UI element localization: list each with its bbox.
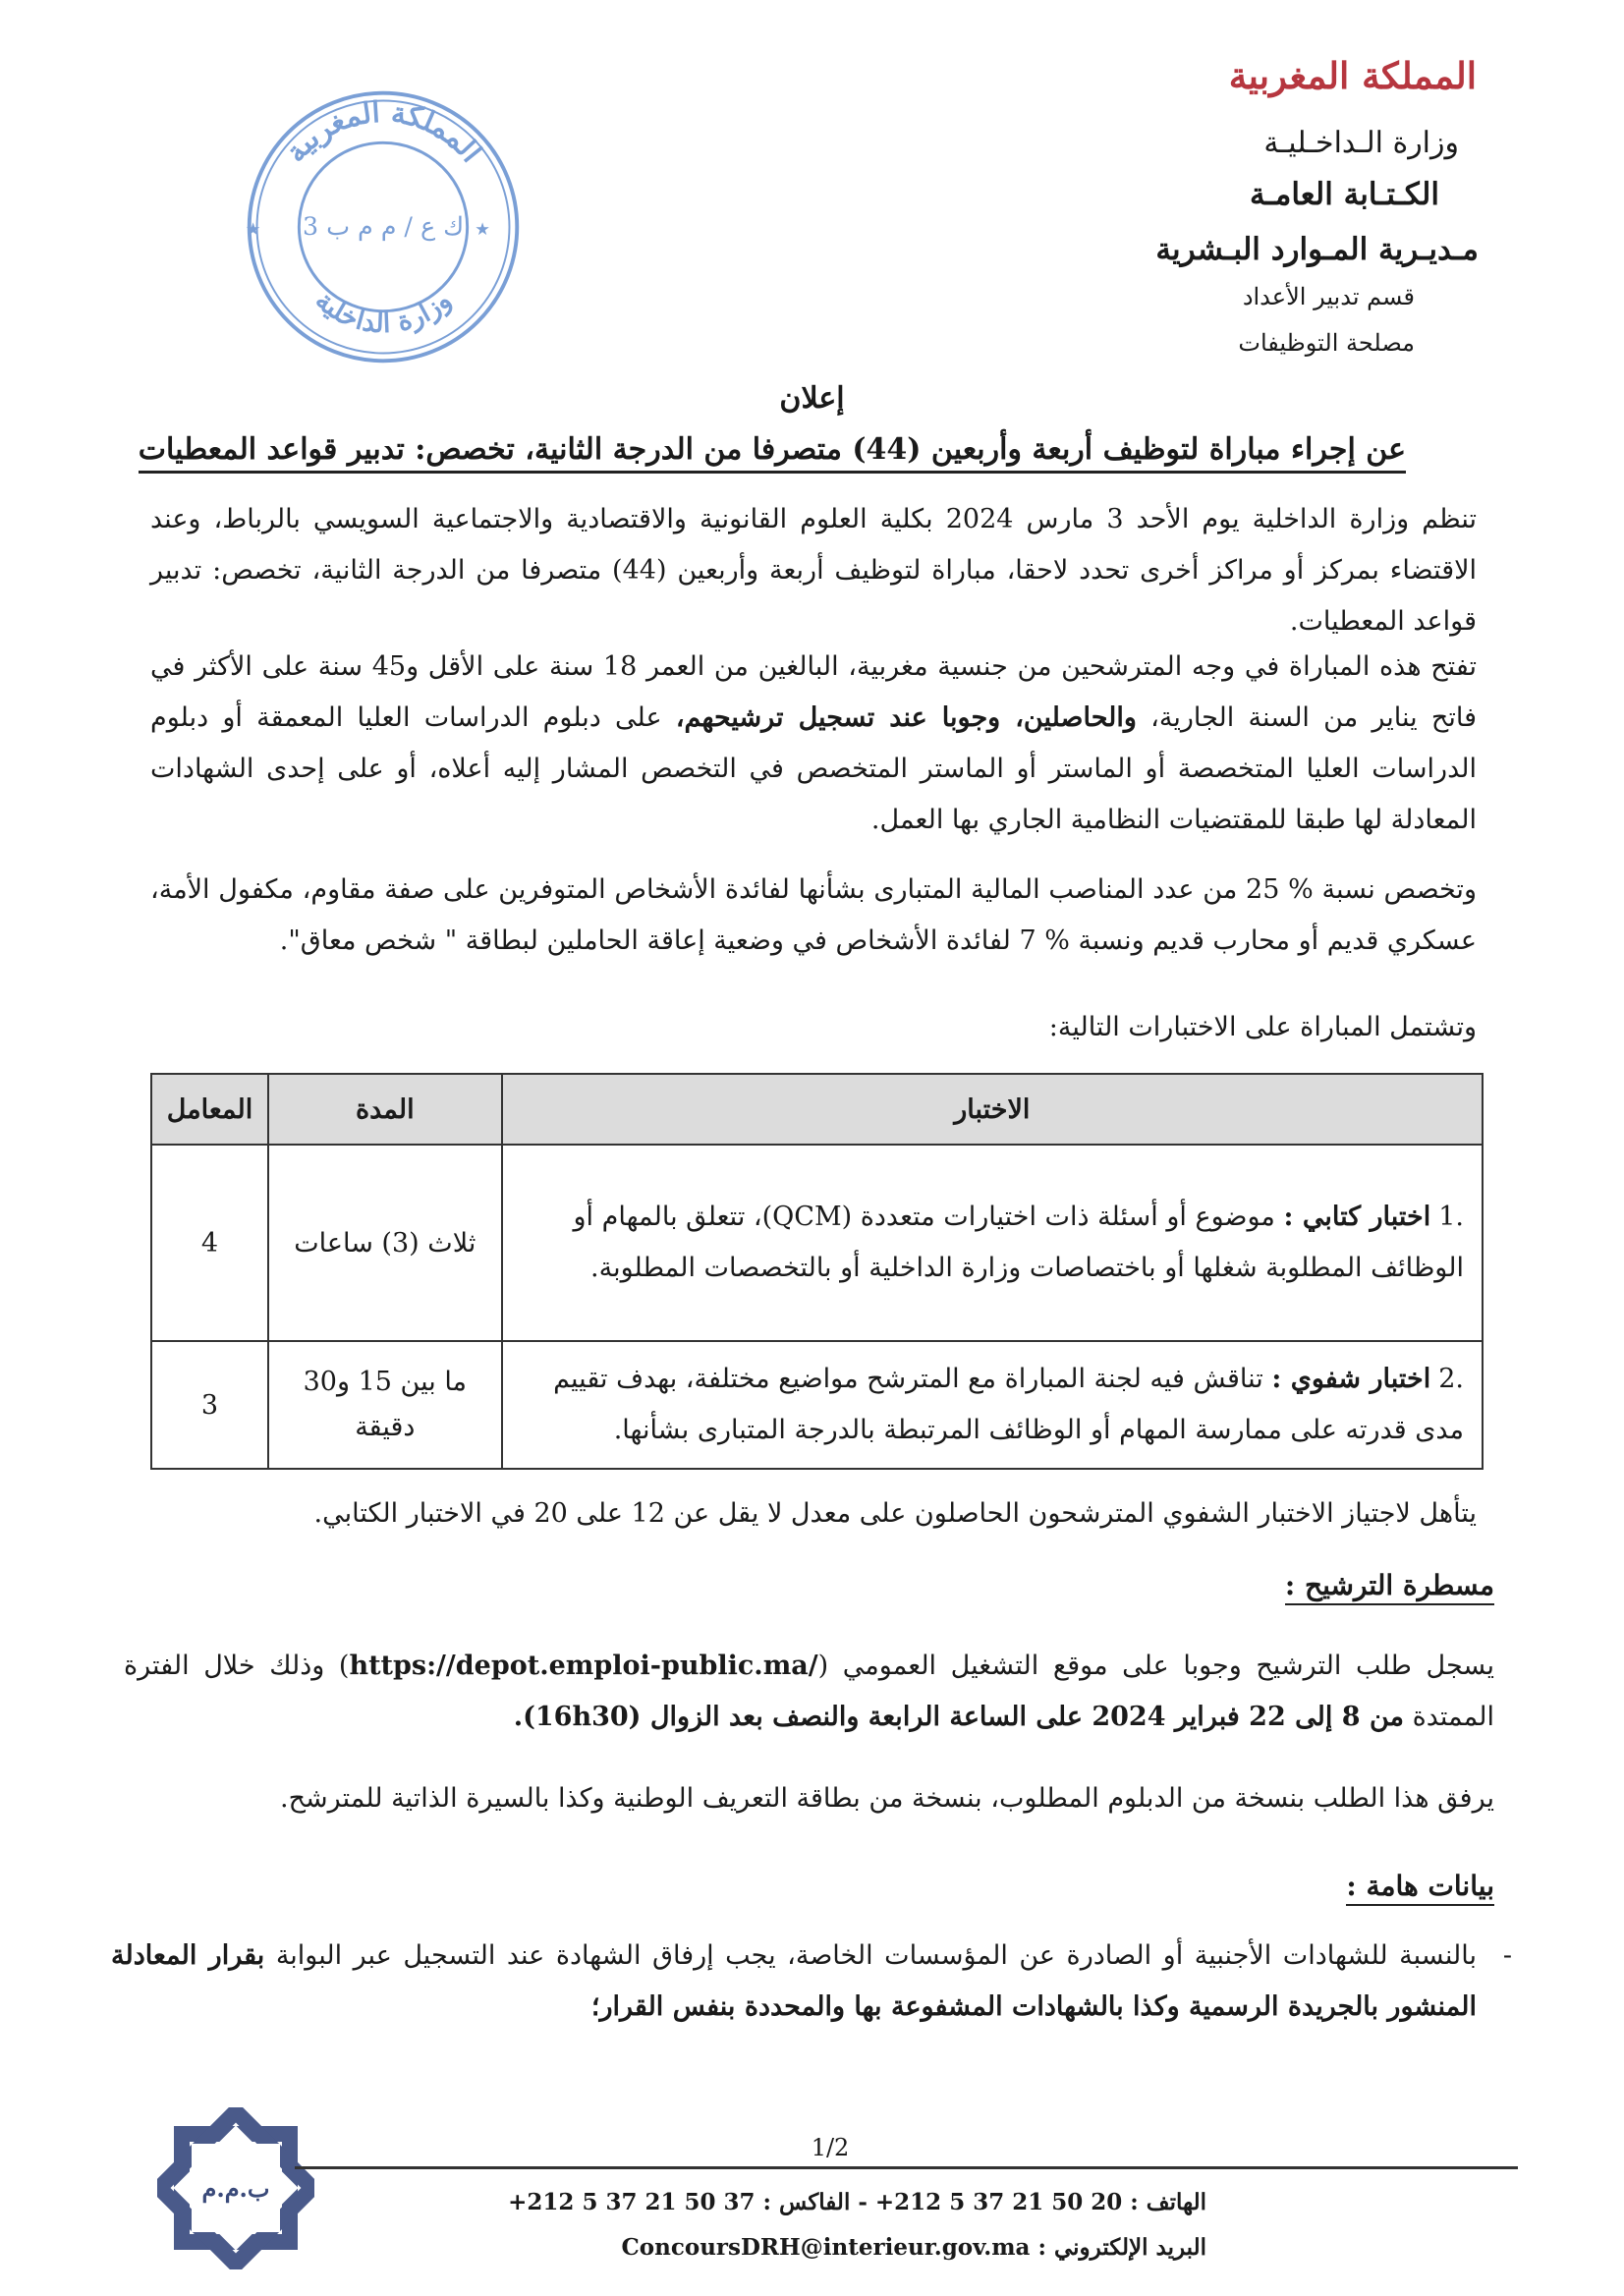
paragraph-eligibility <box>150 642 1477 846</box>
paragraph-oral-qualification: يتأهل لاجتياز الاختبار الشفوي المترشحون الحاصلون على معدل لا يقل عن 12 على 20 في الاختبار الكتابي. <box>313 1498 1477 1529</box>
header-test: الاختبار <box>502 1074 1483 1145</box>
candidacy-text-1: يسجل طلب الترشيح وجوبا على موقع التشغيل العمومي ( <box>817 1651 1495 1681</box>
phone-number: +212 5 37 21 50 20 <box>874 2189 1123 2215</box>
coefficient-cell: 3 <box>151 1341 268 1469</box>
paragraph-quota: وتخصص نسبة % 25 من عدد المناصب المالية المتبارى بشأنها لفائدة الأشخاص المتوفرين على صفة مقاوم، مكفول الأمة، عسكري قديم أو محارب قديم ونسبة % 7 لفائدة الأشخاص في وضعية إعاقة الحاملين لبطاقة " شخص معاق". <box>150 874 1477 956</box>
candidacy-period: من 8 إلى 22 فبراير 2024 على الساعة الرابعة والنصف بعد الزوال (16h30). <box>513 1702 1404 1732</box>
list-item <box>111 1931 1512 2033</box>
table-row <box>151 1341 1483 1469</box>
stamp-ring-text: المملكة المغربية <box>278 94 488 169</box>
duration-cell: ما بين 15 و30 دقيقة <box>268 1341 502 1469</box>
candidacy-attachments: يرفق هذا الطلب بنسخة من الدبلوم المطلوب، بنسخة من بطاقة التعريف الوطنية وكذا بالسيرة الذاتية للمترشح. <box>280 1783 1494 1814</box>
test-number: .1 <box>1438 1202 1464 1232</box>
test-number: .2 <box>1438 1364 1464 1394</box>
phone-label: الهاتف : <box>1122 2189 1206 2215</box>
svg-text:المملكة المغربية <box>278 95 488 169</box>
eligibility-text-bold: والحاصلين، وجوبا عند تسجيل ترشيحهم، <box>675 702 1137 733</box>
candidacy-text-2: ) وذلك خلال الفترة الممتدة <box>124 1651 1494 1732</box>
division-name: قسم تدبير الأعداد <box>1242 283 1415 310</box>
test-cell <box>502 1341 1483 1469</box>
footer-phone-fax <box>508 2189 1206 2215</box>
svg-text:وزارة الداخلية <box>309 285 458 340</box>
svg-text:★: ★ <box>245 219 261 240</box>
email-label: البريد الإلكتروني : <box>1030 2234 1206 2261</box>
important-heading: بيانات هامة : <box>1346 1870 1494 1906</box>
ppp-logo-icon <box>157 2107 314 2269</box>
table-row <box>151 1145 1483 1341</box>
table-header-row <box>151 1074 1483 1145</box>
bullet-dash: - <box>1502 1940 1512 1971</box>
footer-email <box>621 2234 1206 2261</box>
paragraph-exam-date: تنظم وزارة الداخلية يوم الأحد 3 مارس 2024 بكلية العلوم القانونية والاقتصادية والاجتماعية السويسي بالرباط، وعند الاقتضاء بمركز أو مراكز أخرى تحدد لاحقا، مباراة لتوظيف أربعة وأربعين (44) متصرفا من الدرجة الثانية، تخصص: تدبير قواعد المعطيات. <box>150 504 1477 637</box>
duration-cell: ثلاث (3) ساعات <box>268 1145 502 1341</box>
announcement-subject: عن إجراء مباراة لتوظيف أربعة وأربعين (44) متصرفا من الدرجة الثانية، تخصص: تدبير قواعد المعطيات <box>139 432 1406 474</box>
header-duration: المدة <box>268 1074 502 1145</box>
header-coefficient: المعامل <box>151 1074 268 1145</box>
secretariat-name: الكـتـابة العامـة <box>1250 177 1439 212</box>
test-name: اختبار شفوي : <box>1271 1364 1431 1394</box>
coefficient-cell: 4 <box>151 1145 268 1341</box>
tests-table <box>150 1073 1484 1470</box>
ministry-name: وزارة الـداخـليـة <box>1263 126 1459 160</box>
important-text: بالنسبة للشهادات الأجنبية أو الصادرة عن المؤسسات الخاصة، يجب إرفاق الشهادة عند التسجيل عبر البوابة <box>264 1940 1477 1971</box>
eligibility-text-2: على دبلوم الدراسات العليا المعمقة أو دبلوم الدراسات العليا المتخصصة أو الماستر أو الماستر المتخصص في التخصص المشار إليه أعلاه، أو على إحدى الشهادات المعادلة لها طبقا للمقتضيات النظامية الجاري بها العمل. <box>150 702 1477 835</box>
stamp-ring-text-bottom: وزارة الداخلية <box>308 284 458 340</box>
logo-text: ب.م.م <box>201 2174 270 2203</box>
candidacy-text <box>124 1641 1494 1743</box>
test-name: اختبار كتابي : <box>1283 1202 1431 1232</box>
candidacy-url-link[interactable]: https://depot.emploi-public.ma/ <box>349 1651 818 1681</box>
test-description: موضوع أو أسئلة ذات اختيارات متعددة (QCM)، تتعلق بالمهام أو الوظائف المطلوبة شغلها أو باختصاصات وزارة الداخلية أو بالتخصصات المطلوبة. <box>573 1202 1464 1283</box>
footer-divider <box>295 2166 1518 2169</box>
stamp-center-code: ك ع / م م ب 3 <box>303 211 464 241</box>
official-stamp <box>240 84 527 370</box>
test-cell <box>502 1145 1483 1341</box>
kingdom-title: المملكة المغربية <box>1228 54 1477 97</box>
svg-text:★: ★ <box>475 219 491 240</box>
announcement-title: إعلان <box>779 381 845 416</box>
fax-number: +212 5 37 21 50 37 <box>508 2189 756 2215</box>
candidacy-heading: مسطرة الترشيح : <box>1285 1569 1494 1605</box>
service-name: مصلحة التوظيفات <box>1238 329 1415 357</box>
test-description: تناقش فيه لجنة المباراة مع المترشح مواضيع مختلفة، بهدف تقييم مدى قدرته على ممارسة المهام أو الوظائف المرتبطة بالدرجة المتبارى بشأنها. <box>553 1364 1464 1445</box>
paragraph-tests-intro: وتشتمل المباراة على الاختبارات التالية: <box>1048 1012 1477 1042</box>
fax-label: - الفاكس : <box>755 2189 875 2215</box>
page-number: 1/2 <box>811 2134 850 2161</box>
directorate-name: مـديـرية المـوارد البـشرية <box>1155 232 1479 267</box>
eligibility-text-1: تفتح هذه المباراة في وجه المترشحين من جنسية مغربية، البالغين من العمر 18 سنة على الأقل و45 سنة على الأكثر في فاتح يناير من السنة الجارية، <box>150 651 1477 733</box>
important-text-bold: بقرار المعادلة المنشور بالجريدة الرسمية وكذا بالشهادات المشفوعة بها والمحددة بنفس القرار؛ <box>111 1940 1477 2022</box>
email-link[interactable]: ConcoursDRH@interieur.gov.ma <box>621 2234 1031 2261</box>
